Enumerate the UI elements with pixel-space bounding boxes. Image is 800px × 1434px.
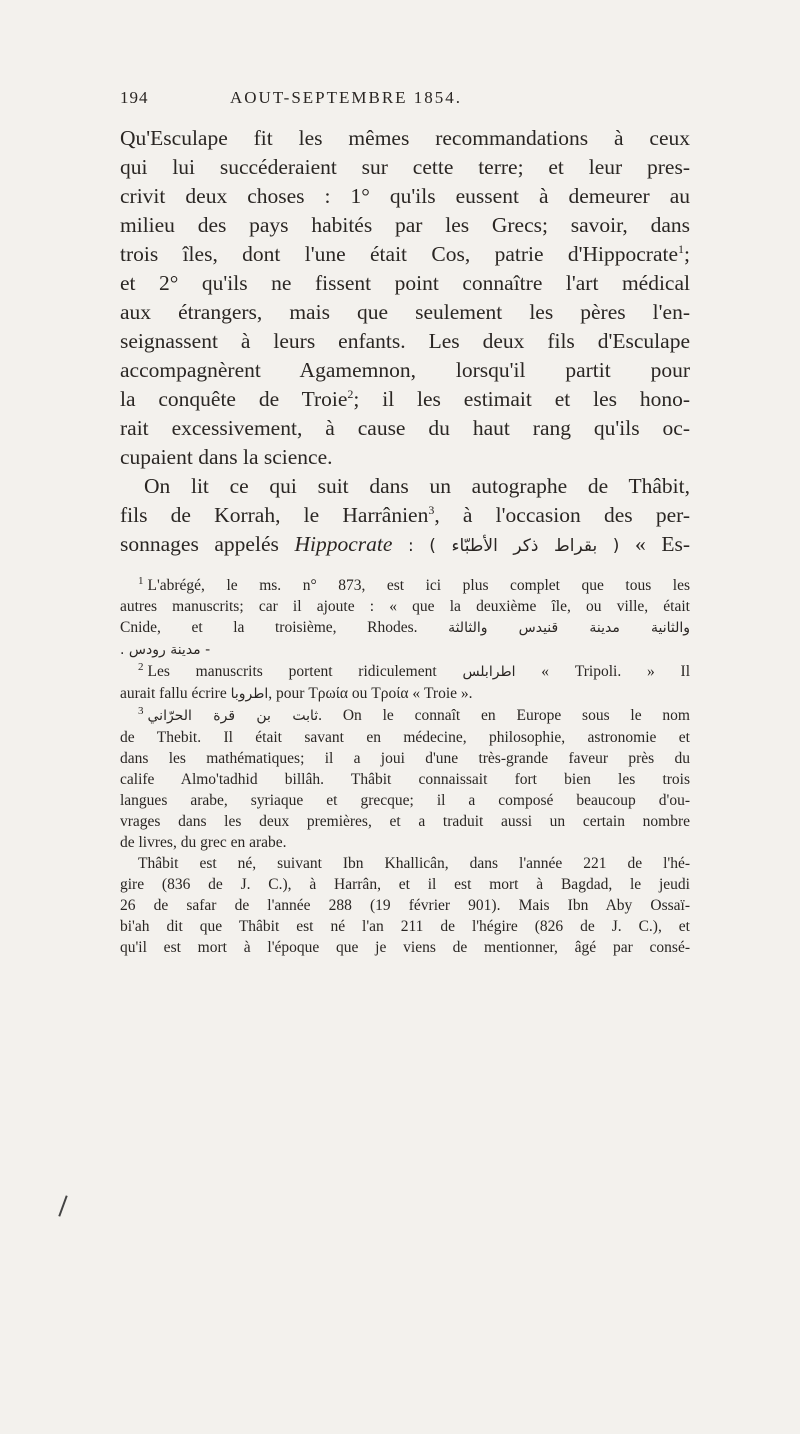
footnote-number: 1	[138, 574, 144, 587]
footnote-number: 2	[138, 660, 144, 673]
text-line: qui lui succéderaient sur cette terre; et leur pres-	[120, 155, 690, 179]
running-title: AOUT-SEPTEMBRE 1854.	[230, 88, 463, 107]
footnote-line: qu'il est mort à l'époque que je viens de mentionner, âgé par consé-	[120, 939, 690, 956]
footnote-line: de Thebit. Il était savant en médecine, philosophie, astronomie et	[120, 729, 690, 746]
footnote-line: vrages dans les deux premières, et a traduit aussi un certain nombre	[120, 813, 690, 830]
paragraph-1	[120, 124, 690, 472]
text-line: et 2° qu'ils ne fissent point connaître l'art médical	[120, 271, 690, 295]
text-line: rait excessivement, à cause du haut rang qu'ils oc-	[120, 416, 690, 440]
footnote-number: 3	[138, 704, 144, 717]
footnote-1: $^1$ L'abrégé, le ms. n° 873, est ici plus complet que tous les autres manuscrits; car il ajoute : « que la deuxième île, ou ville, était Cnide, et la troisième, Rhodes. والثانية مدينة قنيدس والثالثة - مدينة رودس .	[120, 575, 690, 661]
text-line: seignassent à leurs enfants. Les deux fils d'Esculape	[120, 329, 690, 353]
arabic-title: ( بقراط ذكر الأطبّاء ) :	[407, 536, 620, 556]
footnote-3: $^3$ ثابت بن قرة الحرّاني. On le connaît en Europe sous le nom de Thebit. Il était savant en médecine, philosophie, astronomie et dans les mathématiques; il a joui d'une très-grande faveur près du calife Almo'tadhid billâh. Thâbit connaissait fort bien les trois langues arabe, syriaque et grecque; il a composé beaucoup d'ou- vrages dans les deux premières, et a traduit aussi un certain nombre de livres, du grec en arabe. Thâbit est né, suivant Ibn Khallicân, dans l'année 221 de l'hé- gire (836 de J. C.), à Harrân, et il est mort à Bagdad, le jeudi 26 de safar de l'année 288 (19 février 901). Mais Ibn Aby Ossaï- bi'ah dit que Thâbit est né l'an 211 de l'hégire (826 de J. C.), et qu'il est mort à l'époque que je viens de mentionner, âgé par consé-	[120, 704, 690, 956]
footnote-line: autres manuscrits; car il ajoute : « que la deuxième île, ou ville, était	[120, 598, 690, 615]
footnote-line: calife Almo'tadhid billâh. Thâbit connaissait fort bien les trois	[120, 771, 690, 788]
main-text	[120, 124, 690, 561]
footnote-line	[120, 639, 690, 661]
text-line: cupaient dans la science.	[120, 445, 333, 469]
footnote-line: Cnide, et la troisième, Rhodes. والثانية مدينة قنيدس والثالثة	[120, 619, 691, 636]
footnote-line: bi'ah dit que Thâbit est né l'an 211 de l'hégire (826 de J. C.), et	[120, 918, 690, 935]
footnotes	[120, 575, 690, 958]
page-number: 194	[120, 88, 149, 107]
running-header	[120, 88, 690, 112]
page	[120, 88, 690, 958]
text-line: milieu des pays habités par les Grecs; savoir, dans	[120, 213, 690, 237]
text-line: Qu'Esculape fit les mêmes recommandations à ceux	[120, 126, 690, 150]
arabic-text: اطرابلس	[462, 664, 516, 680]
text-line: sonnages appelés Hippocrate ( بقراط ذكر الأطبّاء ) : « Es-	[120, 532, 690, 556]
footnote-line: dans les mathématiques; il a joui d'une très-grande faveur près du	[120, 750, 690, 767]
text-line: la conquête de Troie$^2$; il les estimait et les hono-	[120, 386, 690, 411]
text-line: fils de Korrah, le Harrânien$^3$, à l'occasion des per-	[120, 502, 691, 527]
footnote-line: 26 de safar de l'année 288 (19 février 901). Mais Ibn Aby Ossaï-	[120, 897, 690, 914]
footnote-ref-3: 3	[428, 502, 435, 517]
text-line: On lit ce qui suit dans un autographe de Thâbit,	[144, 474, 690, 498]
footnote-line: gire (836 de J. C.), à Harrân, et il est mort à Bagdad, le jeudi	[120, 876, 690, 893]
footnote-2: $^2$ Les manuscrits portent ridiculement اطرابلس « Tripoli. » Il aurait fallu écrire اطروبا, pour Τρωία ou Τροία « Troie ».	[120, 661, 690, 705]
footnote-line: langues arabe, syriaque et grecque; il a composé beaucoup d'ou-	[120, 792, 690, 809]
footnote-line: Thâbit est né, suivant Ibn Khallicân, dans l'année 221 de l'hé-	[138, 855, 690, 872]
paragraph-2	[120, 472, 690, 561]
arabic-text: - مدينة رودس .	[120, 642, 211, 658]
text-line: accompagnèrent Agamemnon, lorsqu'il partit pour	[120, 358, 690, 382]
arabic-text: والثانية مدينة قنيدس والثالثة	[448, 620, 691, 636]
footnote-line: de livres, du grec en arabe.	[120, 834, 287, 851]
text-line: aux étrangers, mais que seulement les pères l'en-	[120, 300, 690, 324]
arabic-text: اطروبا	[230, 686, 269, 702]
hippocrate-italic: Hippocrate	[294, 532, 393, 556]
arabic-text: ثابت بن قرة الحرّاني	[147, 708, 319, 724]
footnote-ref-1: 1	[678, 241, 685, 256]
footnote-ref-2: 2	[347, 386, 354, 401]
text-line: trois îles, dont l'une était Cos, patrie d'Hippocrate$^1$;	[120, 241, 690, 266]
text-line: crivit deux choses : 1° qu'ils eussent à demeurer au	[120, 184, 690, 208]
pencil-mark	[58, 1195, 67, 1216]
footnote-line: aurait fallu écrire اطروبا, pour Τρωία ou Τροία « Troie ».	[120, 685, 473, 702]
